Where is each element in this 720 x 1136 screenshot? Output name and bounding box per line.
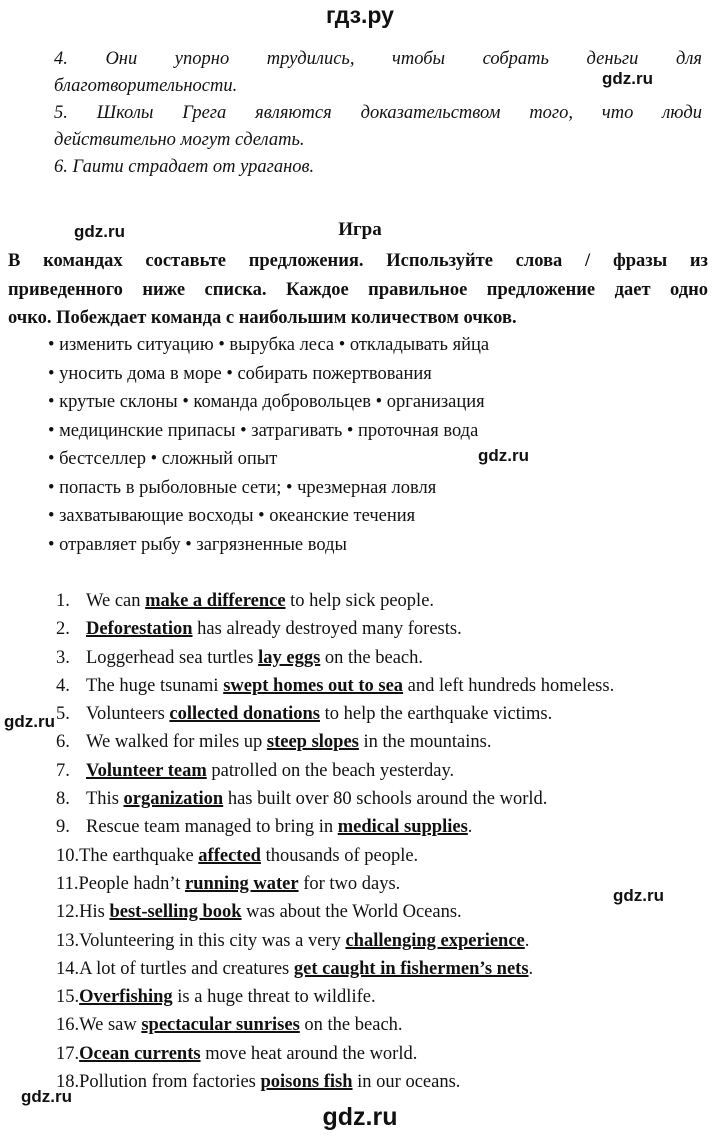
answer-item — [56, 983, 716, 1011]
task-line: очко. Побеждает команда с наибольшим количеством очков. — [8, 308, 517, 328]
answer-text: for two days. — [298, 873, 401, 894]
answer-number: 4. — [56, 675, 70, 696]
answer-number: 1. — [56, 591, 70, 611]
answer-number: 3. — [56, 647, 70, 668]
answer-number: 8. — [56, 789, 70, 810]
answer-keyword: running water — [184, 873, 299, 894]
answer-keyword: affected — [198, 845, 261, 866]
answer-text: thousands of people. — [260, 845, 419, 866]
answer-keyword: medical supplies — [337, 817, 468, 838]
answer-text: to help sick people. — [285, 591, 435, 611]
answer-text: We saw — [79, 1015, 142, 1036]
translation-line: благотворительности. — [54, 76, 238, 96]
answer-text: in the mountains. — [358, 732, 492, 753]
answer-text: patrolled on the beach yesterday. — [206, 760, 455, 781]
answer-text: is a huge threat to wildlife. — [172, 987, 376, 1008]
word-list-line: • попасть в рыболовные сети; • чрезмерная ловля — [48, 477, 437, 498]
answer-item — [56, 615, 716, 643]
answer-number: 13. — [56, 930, 80, 951]
answer-keyword: Volunteer team — [86, 760, 207, 781]
answer-keyword: poisons fish — [260, 1072, 353, 1093]
site-footer: gdz.ru — [322, 1103, 398, 1131]
answer-item — [56, 785, 716, 813]
watermark: gdz.ru — [602, 69, 653, 88]
answer-text: . — [467, 817, 473, 838]
answer-text: His — [79, 902, 110, 923]
answer-text: We can — [86, 591, 146, 611]
answer-item — [56, 672, 716, 700]
answer-item — [56, 700, 716, 728]
watermark: gdz.ru — [613, 886, 664, 905]
answer-keyword: collected donations — [169, 704, 320, 725]
translation-line: действительно могут сделать. — [54, 130, 305, 150]
answer-keyword: get caught in fishermen’s nets — [293, 958, 529, 979]
game-title: Игра — [338, 219, 382, 240]
answer-keyword: lay eggs — [258, 647, 321, 668]
answer-number: 5. — [56, 704, 70, 725]
answer-text: has already destroyed many forests. — [192, 619, 462, 640]
answer-text: on the beach. — [299, 1015, 403, 1036]
answer-text: Volunteers — [86, 704, 170, 725]
word-list-line: • бестселлер • сложный опыт — [48, 449, 278, 469]
translation-line: 4. Они упорно трудились, чтобы собрать деньги для — [54, 49, 702, 69]
answer-number: 15. — [56, 987, 80, 1008]
answer-number: 7. — [56, 760, 70, 781]
task-line: В командах составьте предложения. Используйте слова / фразы из — [8, 251, 708, 271]
answer-text: . — [524, 930, 530, 951]
answer-text: People hadn’t — [78, 873, 185, 894]
answer-item — [56, 1040, 716, 1068]
word-list-line: • крутые склоны • команда добровольцев • организация — [48, 392, 485, 412]
answer-item — [56, 728, 716, 756]
answer-keyword: steep slopes — [266, 732, 359, 753]
answer-text: A lot of turtles and creatures — [79, 958, 294, 979]
task-instructions — [8, 247, 708, 333]
translation-line: 6. Гаити страдает от ураганов. — [54, 157, 315, 177]
answer-item — [56, 955, 716, 983]
answer-item — [56, 1011, 716, 1039]
answer-item — [56, 927, 716, 955]
task-line: приведенного ниже списка. Каждое правильное предложение дает одно — [8, 279, 708, 300]
word-list-line: • отравляет рыбу • загрязненные воды — [48, 534, 347, 555]
answers-list — [56, 587, 716, 1096]
answer-keyword: best-selling book — [109, 902, 242, 923]
answer-number: 10. — [56, 845, 80, 866]
answer-number: 11. — [56, 873, 79, 894]
answer-text: on the beach. — [320, 647, 424, 668]
answer-keyword: organization — [123, 789, 224, 810]
answer-keyword: Deforestation — [86, 619, 193, 640]
answer-number: 14. — [56, 958, 80, 979]
answer-text: move heat around the world. — [200, 1043, 418, 1064]
answer-text: Pollution from factories — [79, 1072, 261, 1093]
answer-item — [56, 898, 716, 926]
site-header: гдз.ру — [326, 2, 394, 28]
answer-text: This — [86, 789, 124, 810]
answer-number: 16. — [56, 1015, 80, 1036]
translation-line: 5. Школы Грега являются доказательством того, что люди — [54, 103, 702, 123]
answer-item — [56, 842, 716, 870]
word-list-line: • уносить дома в море • собирать пожертвования — [48, 363, 432, 384]
answer-text: Loggerhead sea turtles — [86, 647, 259, 668]
answer-text: to help the earthquake victims. — [320, 704, 553, 725]
answer-text: The earthquake — [79, 845, 199, 866]
answer-number: 12. — [56, 902, 80, 923]
watermark: gdz.ru — [4, 712, 55, 731]
watermark: gdz.ru — [74, 222, 125, 241]
answer-keyword: Overfishing — [79, 987, 173, 1008]
watermark: gdz.ru — [21, 1087, 72, 1106]
watermark: gdz.ru — [478, 446, 529, 465]
answer-text: . — [528, 958, 534, 979]
answer-text: has built over 80 schools around the world. — [223, 789, 548, 810]
answer-text: Volunteering in this city was a very — [79, 930, 346, 951]
answer-item — [56, 587, 716, 615]
answer-text: in our oceans. — [352, 1072, 461, 1093]
translation-block — [54, 46, 702, 181]
answer-keyword: challenging experience — [345, 930, 525, 951]
word-list-line: • изменить ситуацию • вырубка леса • откладывать яйца — [48, 335, 490, 355]
word-list-line: • захватывающие восходы • океанские течения — [48, 506, 416, 526]
answer-number: 17. — [56, 1043, 80, 1064]
answer-text: Rescue team managed to bring in — [86, 817, 338, 838]
answer-item — [56, 813, 716, 841]
answer-keyword: spectacular sunrises — [141, 1015, 300, 1036]
answer-text: and left hundreds homeless. — [403, 675, 615, 696]
answer-text: was about the World Oceans. — [241, 902, 462, 923]
word-list — [48, 331, 688, 559]
word-list-line: • медицинские припасы • затрагивать • проточная вода — [48, 420, 479, 441]
answer-number: 2. — [56, 619, 70, 640]
answer-keyword: Ocean currents — [79, 1043, 201, 1064]
answer-number: 18. — [56, 1072, 80, 1093]
answer-item — [56, 757, 716, 785]
answer-keyword: make a difference — [145, 591, 286, 611]
answer-number: 9. — [56, 817, 70, 838]
answer-text: The huge tsunami — [86, 675, 224, 696]
answer-number: 6. — [56, 732, 70, 753]
answer-keyword: swept homes out to sea — [223, 675, 404, 696]
answer-item — [56, 1068, 716, 1096]
answer-item — [56, 644, 716, 672]
answer-item — [56, 870, 716, 898]
answer-text: We walked for miles up — [86, 732, 267, 753]
